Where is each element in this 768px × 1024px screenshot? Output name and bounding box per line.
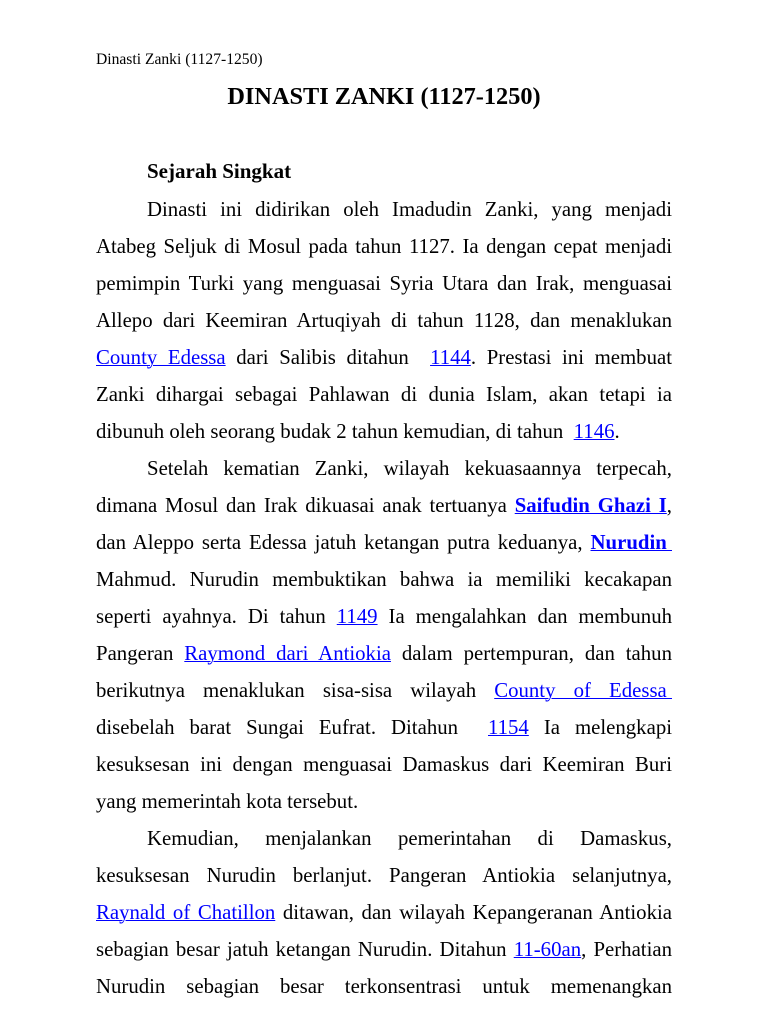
text-segment: dari Salibis ditahun [225, 346, 431, 369]
text-segment: , [666, 494, 672, 517]
text-segment: dimana Mosul dan Irak dikuasai anak tertuanya [96, 494, 515, 517]
paragraph [96, 450, 672, 820]
text-line [96, 265, 672, 302]
text-line [96, 339, 672, 376]
text-line [96, 709, 672, 746]
text-line [96, 561, 672, 598]
text-line [96, 857, 672, 894]
document-body [96, 191, 672, 1005]
text-line [96, 931, 672, 968]
link-raynald-of-chatillon[interactable]: Raynald of Chatillon [96, 901, 276, 924]
text-line [96, 820, 672, 857]
text-line [96, 228, 672, 265]
link-1149[interactable]: 1149 [336, 605, 378, 628]
text-segment: Nurudin sebagian besar terkonsentrasi untuk memenangkan [96, 975, 672, 998]
text-segment: Setelah kematian Zanki, wilayah kekuasaannya terpecah, [147, 457, 672, 480]
text-segment: , Perhatian [581, 938, 672, 961]
text-line [96, 746, 672, 783]
text-segment: Ia melengkapi [528, 716, 672, 739]
text-line [96, 450, 672, 487]
text-line [96, 672, 672, 709]
document-title: DINASTI ZANKI (1127-1250) [227, 83, 541, 110]
link-raymond-dari-antiokia[interactable]: Raymond dari Antiokia [184, 642, 391, 665]
text-line [96, 191, 672, 228]
text-segment: . Prestasi ini membuat [470, 346, 672, 369]
text-line [96, 302, 672, 339]
link-1154[interactable]: 1154 [488, 716, 529, 739]
text-segment: Allepo dari Keemiran Artuqiyah di tahun 1128, dan menaklukan [96, 309, 672, 332]
text-segment: berikutnya menaklukan sisa-sisa wilayah [96, 679, 495, 702]
text-segment: Pangeran [96, 642, 185, 665]
section-heading: Sejarah Singkat [147, 159, 292, 183]
link-nurudin[interactable]: Nurudin [590, 531, 672, 554]
link-county-of-edessa[interactable]: County of Edessa [494, 679, 672, 702]
text-segment: Atabeg Seljuk di Mosul pada tahun 1127. Ia dengan cepat menjadi [96, 235, 672, 258]
text-line [96, 524, 672, 561]
text-line [96, 413, 672, 450]
text-segment: Dinasti ini didirikan oleh Imadudin Zanki, yang menjadi [147, 198, 672, 221]
text-line [96, 598, 672, 635]
text-segment: . [614, 420, 620, 443]
text-segment: yang memerintah kota tersebut. [96, 790, 359, 813]
link-1146[interactable]: 1146 [573, 420, 615, 443]
paragraph [96, 820, 672, 1005]
link-11-60an[interactable]: 11-60an [513, 938, 582, 961]
text-segment: Kemudian, menjalankan pemerintahan di Damaskus, [147, 827, 672, 850]
text-line [96, 894, 672, 931]
text-segment: kesuksesan Nurudin berlanjut. Pangeran Antiokia selanjutnya, [96, 864, 672, 887]
text-segment: Mahmud. Nurudin membuktikan bahwa ia memiliki kecakapan [96, 568, 672, 591]
text-segment: dan Aleppo serta Edessa jatuh ketangan putra keduanya, [96, 531, 591, 554]
link-county-edessa[interactable]: County Edessa [96, 346, 226, 369]
text-segment: sebagian besar jatuh ketangan Nurudin. Ditahun [96, 938, 514, 961]
text-segment: Ia mengalahkan dan membunuh [377, 605, 672, 628]
text-segment: dibunuh oleh seorang budak 2 tahun kemudian, di tahun [96, 420, 574, 443]
link-1144[interactable]: 1144 [430, 346, 471, 369]
link-saifudin-ghazi-i[interactable]: Saifudin Ghazi I [514, 494, 667, 517]
text-segment: ditawan, dan wilayah Kepangeranan Antiokia [275, 901, 672, 924]
text-line [96, 635, 672, 672]
text-line [96, 487, 672, 524]
text-segment: disebelah barat Sungai Eufrat. Ditahun [96, 716, 488, 739]
text-line [96, 376, 672, 413]
text-line [96, 783, 672, 820]
paragraph [96, 191, 672, 450]
text-segment: seperti ayahnya. Di tahun [96, 605, 337, 628]
text-segment: dalam pertempuran, dan tahun [390, 642, 672, 665]
text-segment: kesuksesan ini dengan menguasai Damaskus dari Keemiran Buri [96, 753, 672, 776]
text-segment: pemimpin Turki yang menguasai Syria Utara dan Irak, menguasai [96, 272, 672, 295]
text-segment: Zanki dihargai sebagai Pahlawan di dunia Islam, akan tetapi ia [96, 383, 672, 406]
text-line [96, 968, 672, 1005]
running-header: Dinasti Zanki (1127-1250) [96, 51, 263, 68]
